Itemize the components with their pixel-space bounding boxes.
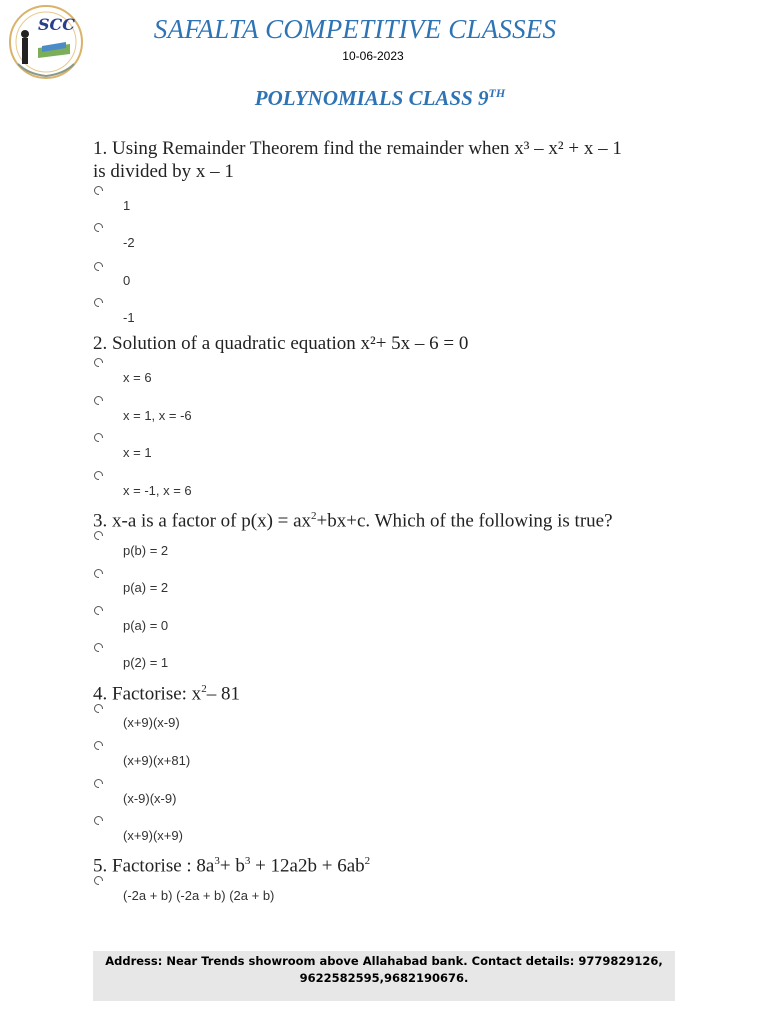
question-5: 5. Factorise : $8a^3+ b^3 + 12a2b + 6ab^2$: [93, 855, 371, 877]
footer-address: [93, 951, 675, 1001]
q1-option-4: -1: [123, 310, 135, 325]
q2-option-2: x = 1, x = -6: [123, 408, 192, 423]
q3-option-1: p(b) = 2: [123, 543, 169, 558]
question-1: 1. Using Remainder Theorem find the remainder when x³ – x² + x – 1 is divided by x – 1: [93, 138, 622, 182]
question-4: 4. Factorise: $x^2-$ 81: [93, 683, 240, 705]
q3-option-4: p(2) = 1: [123, 655, 169, 670]
footer-line-1: Address: Near Trends showroom above Allahabad bank. Contact details: 9779829126,: [105, 954, 663, 968]
q3-option-4-radio[interactable]: [94, 643, 103, 652]
question-2: 2. Solution of a quadratic equation x²+ 5x – 6 = 0: [93, 333, 469, 354]
q2-option-1-radio[interactable]: [94, 358, 103, 367]
q4-option-4: (x+9)(x+9): [123, 828, 183, 843]
q2-option-2-radio[interactable]: [94, 396, 103, 405]
q1-option-4-radio[interactable]: [94, 298, 103, 307]
question-3: 3. x-a is a factor of $p(x) = ax^2+bx+c$. Which of the following is true?: [93, 510, 613, 532]
q1-option-3: 0: [123, 273, 131, 288]
q3-option-1-radio[interactable]: [94, 531, 103, 540]
footer-line-2: 9622582595,9682190676.: [299, 971, 469, 985]
q1-option-3-radio[interactable]: [94, 262, 103, 271]
header-date: 10-06-2023: [342, 49, 404, 63]
q4-option-1-radio[interactable]: [94, 704, 103, 713]
q2-option-3-radio[interactable]: [94, 433, 103, 442]
q4-option-2: (x+9)(x+81): [123, 753, 191, 768]
q5-option-1: (-2a + b) (-2a + b) (2a + b): [123, 888, 275, 903]
q4-option-2-radio[interactable]: [94, 741, 103, 750]
q1-option-2-radio[interactable]: [94, 223, 103, 232]
q4-option-4-radio[interactable]: [94, 816, 103, 825]
q3-option-3-radio[interactable]: [94, 606, 103, 615]
q1-option-1-radio[interactable]: [94, 186, 103, 195]
q4-option-3-radio[interactable]: [94, 779, 103, 788]
q3-option-3: p(a) = 0: [123, 618, 169, 633]
subject-heading: POLYNOMIALS CLASS 9TH: [254, 86, 506, 110]
svg-text:SCC: SCC: [38, 15, 76, 34]
q2-option-3: x = 1: [123, 445, 152, 460]
q5-option-1-radio[interactable]: [94, 876, 103, 885]
q4-option-3: (x-9)(x-9): [123, 791, 177, 806]
page-title: SAFALTA COMPETITIVE CLASSES: [153, 14, 557, 44]
q2-option-1: x = 6: [123, 370, 152, 385]
q3-option-2-radio[interactable]: [94, 569, 103, 578]
q1-option-1: 1: [123, 198, 131, 213]
q4-option-1: (x+9)(x-9): [123, 715, 180, 730]
q1-option-2: -2: [123, 235, 135, 250]
q2-option-4-radio[interactable]: [94, 471, 103, 480]
q2-option-4: x = -1, x = 6: [123, 483, 192, 498]
q3-option-2: p(a) = 2: [123, 580, 169, 595]
